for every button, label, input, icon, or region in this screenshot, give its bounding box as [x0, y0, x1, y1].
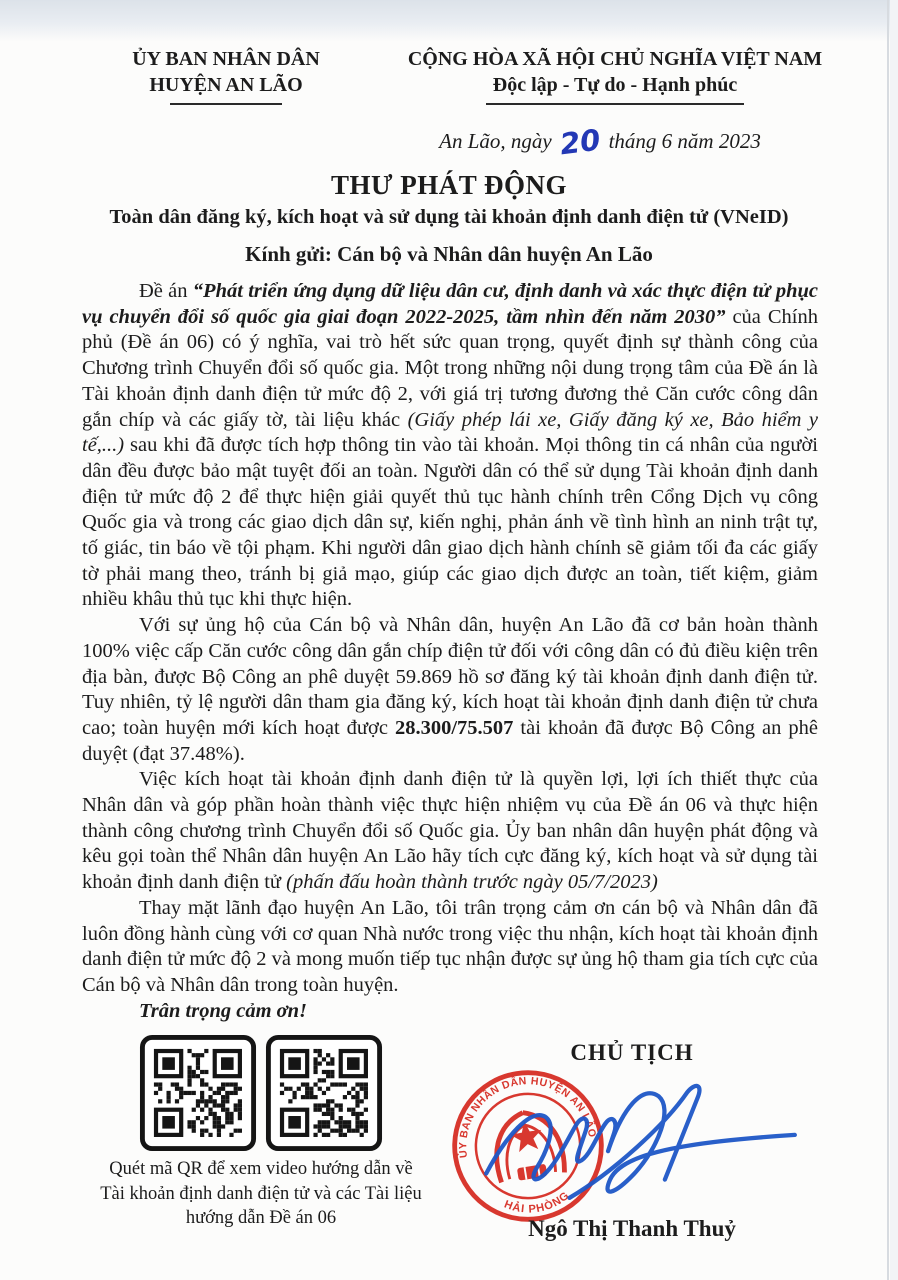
authority-name: ỦY BAN NHÂN DÂN: [132, 48, 320, 70]
motto-underline: [486, 103, 744, 105]
document-title: THƯ PHÁT ĐỘNG: [330, 170, 567, 200]
qr-code-video-guide: [139, 1034, 257, 1152]
document-subtitle: Toàn dân đăng ký, kích hoạt và sử dụng tài khoản định danh điện tử (VNeID): [109, 206, 789, 228]
document-body: [82, 279, 818, 1024]
signer-title: CHỦ TỊCH: [570, 1040, 694, 1066]
qr-codes: [96, 1034, 426, 1152]
dateline: [330, 122, 870, 162]
signer-name: Ngô Thị Thanh Thuỷ: [528, 1216, 736, 1242]
paragraph-3: Việc kích hoạt tài khoản định danh điện tử là quyền lợi, lợi ích thiết thực của Nhân dân và góp phần hoàn thành việc thực hiện nhiệm vụ của Đề án 06 và thực hiện thành công chương trình Chuyển đổi số Quốc gia. Ủy ban nhân dân huyện phát động và kêu gọi toàn thể Nhân dân huyện An Lão hãy tích cực đăng ký, kích hoạt và sử dụng tài khoản định danh điện tử (phấn đấu hoàn thành trước ngày 05/7/2023): [82, 768, 818, 894]
dateline-prefix: An Lão, ngày: [439, 129, 552, 153]
scan-artifact-fold-line: [887, 0, 889, 1280]
qr-code-document-guide: [265, 1034, 383, 1152]
paragraph-4: Thay mặt lãnh đạo huyện An Lão, tôi trân trọng cảm ơn cán bộ và Nhân dân đã luôn đồng hành cùng với cơ quan Nhà nước trong việc thu nhận, kích hoạt tài khoản định danh điện tử mức độ 2 và mong muốn tiếp tục nhận được sự ủng hộ tham gia tích cực của Cán bộ và Nhân dân trong toàn huyện.: [82, 896, 818, 996]
authority-underline: [170, 103, 282, 105]
footer-section: [0, 1034, 898, 1246]
closing-line: Trân trọng cảm ơn!: [139, 999, 308, 1022]
document-header: [0, 0, 898, 105]
signature-block: [442, 1034, 822, 1246]
handwritten-day: 20: [558, 122, 603, 162]
national-title: CỘNG HÒA XÃ HỘI CHỦ NGHĨA VIỆT NAM: [407, 48, 823, 70]
issuing-authority-block: [86, 46, 366, 105]
seal-text-bottom: HẢI PHÒNG: [502, 1189, 573, 1216]
signature-handwriting: [472, 1074, 807, 1206]
national-header-block: [376, 46, 854, 105]
authority-unit: HUYỆN AN LÃO: [149, 74, 303, 96]
salutation: Kính gửi: Cán bộ và Nhân dân huyện An Lão: [245, 242, 653, 266]
paragraph-1: Đề án “Phát triển ứng dụng dữ liệu dân cư, định danh và xác thực điện tử phục vụ chuyển đổi số quốc gia giai đoạn 2022-2025, tầm nhìn đến năm 2030” của Chính phủ (Đề án 06) có ý nghĩa, vai trò hết sức quan trọng, quyết định sự thành công của Chương trình Chuyển đổi số quốc gia. Một trong những nội dung trọng tâm của Đề án là Tài khoản định danh điện tử mức độ 2, với giá trị tương đương thẻ Căn cước công dân gắn chíp và các giấy tờ, tài liệu khác (Giấy phép lái xe, Giấy đăng ký xe, Bảo hiểm y tế,...) sau khi đã được tích hợp thông tin vào tài khoản. Mọi thông tin cá nhân của người dân đều được bảo mật tuyệt đối an toàn. Người dân có thể sử dụng Tài khoản định danh điện tử mức độ 2 để thực hiện giải quyết thủ tục hành chính trên Cổng Dịch vụ công Quốc gia và trong các giao dịch dân sự, kiến nghị, phản ánh về tình hình an ninh trật tự, tố giác, tin báo về tội phạm. Khi người dân giao dịch hành chính sẽ giảm tối đa các giấy tờ phải mang theo, tránh bị giả mạo, giúp các giao dịch được an toàn, tiết kiệm, giảm nhiều khâu thủ tục khi thực hiện.: [82, 280, 818, 611]
paragraph-2: Với sự ủng hộ của Cán bộ và Nhân dân, huyện An Lão đã cơ bản hoàn thành 100% việc cấp Căn cước công dân gắn chíp điện tử đối với công dân có đủ điều kiện trên địa bàn, được Bộ Công an phê duyệt 59.869 hồ sơ đăng ký tài khoản định danh điện tử. Tuy nhiên, tỷ lệ người dân tham gia đăng ký, kích hoạt tài khoản định danh điện tử chưa cao; toàn huyện mới kích hoạt được 28.300/75.507 tài khoản đã được Bộ Công an phê duyệt (đạt 37.48%).: [82, 614, 818, 765]
seal-text-top: ỦY BAN NHÂN DÂN HUYỆN AN LÃO: [457, 1075, 599, 1159]
national-motto: Độc lập - Tự do - Hạnh phúc: [492, 74, 738, 96]
qr-caption: Quét mã QR để xem video hướng dẫn về Tài khoản định danh điện tử và các Tài liệu hướng dẫn Đề án 06: [100, 1159, 422, 1229]
qr-block: [96, 1034, 426, 1246]
scan-artifact-right-edge: [890, 0, 898, 1280]
dateline-suffix: tháng 6 năm 2023: [608, 129, 761, 153]
